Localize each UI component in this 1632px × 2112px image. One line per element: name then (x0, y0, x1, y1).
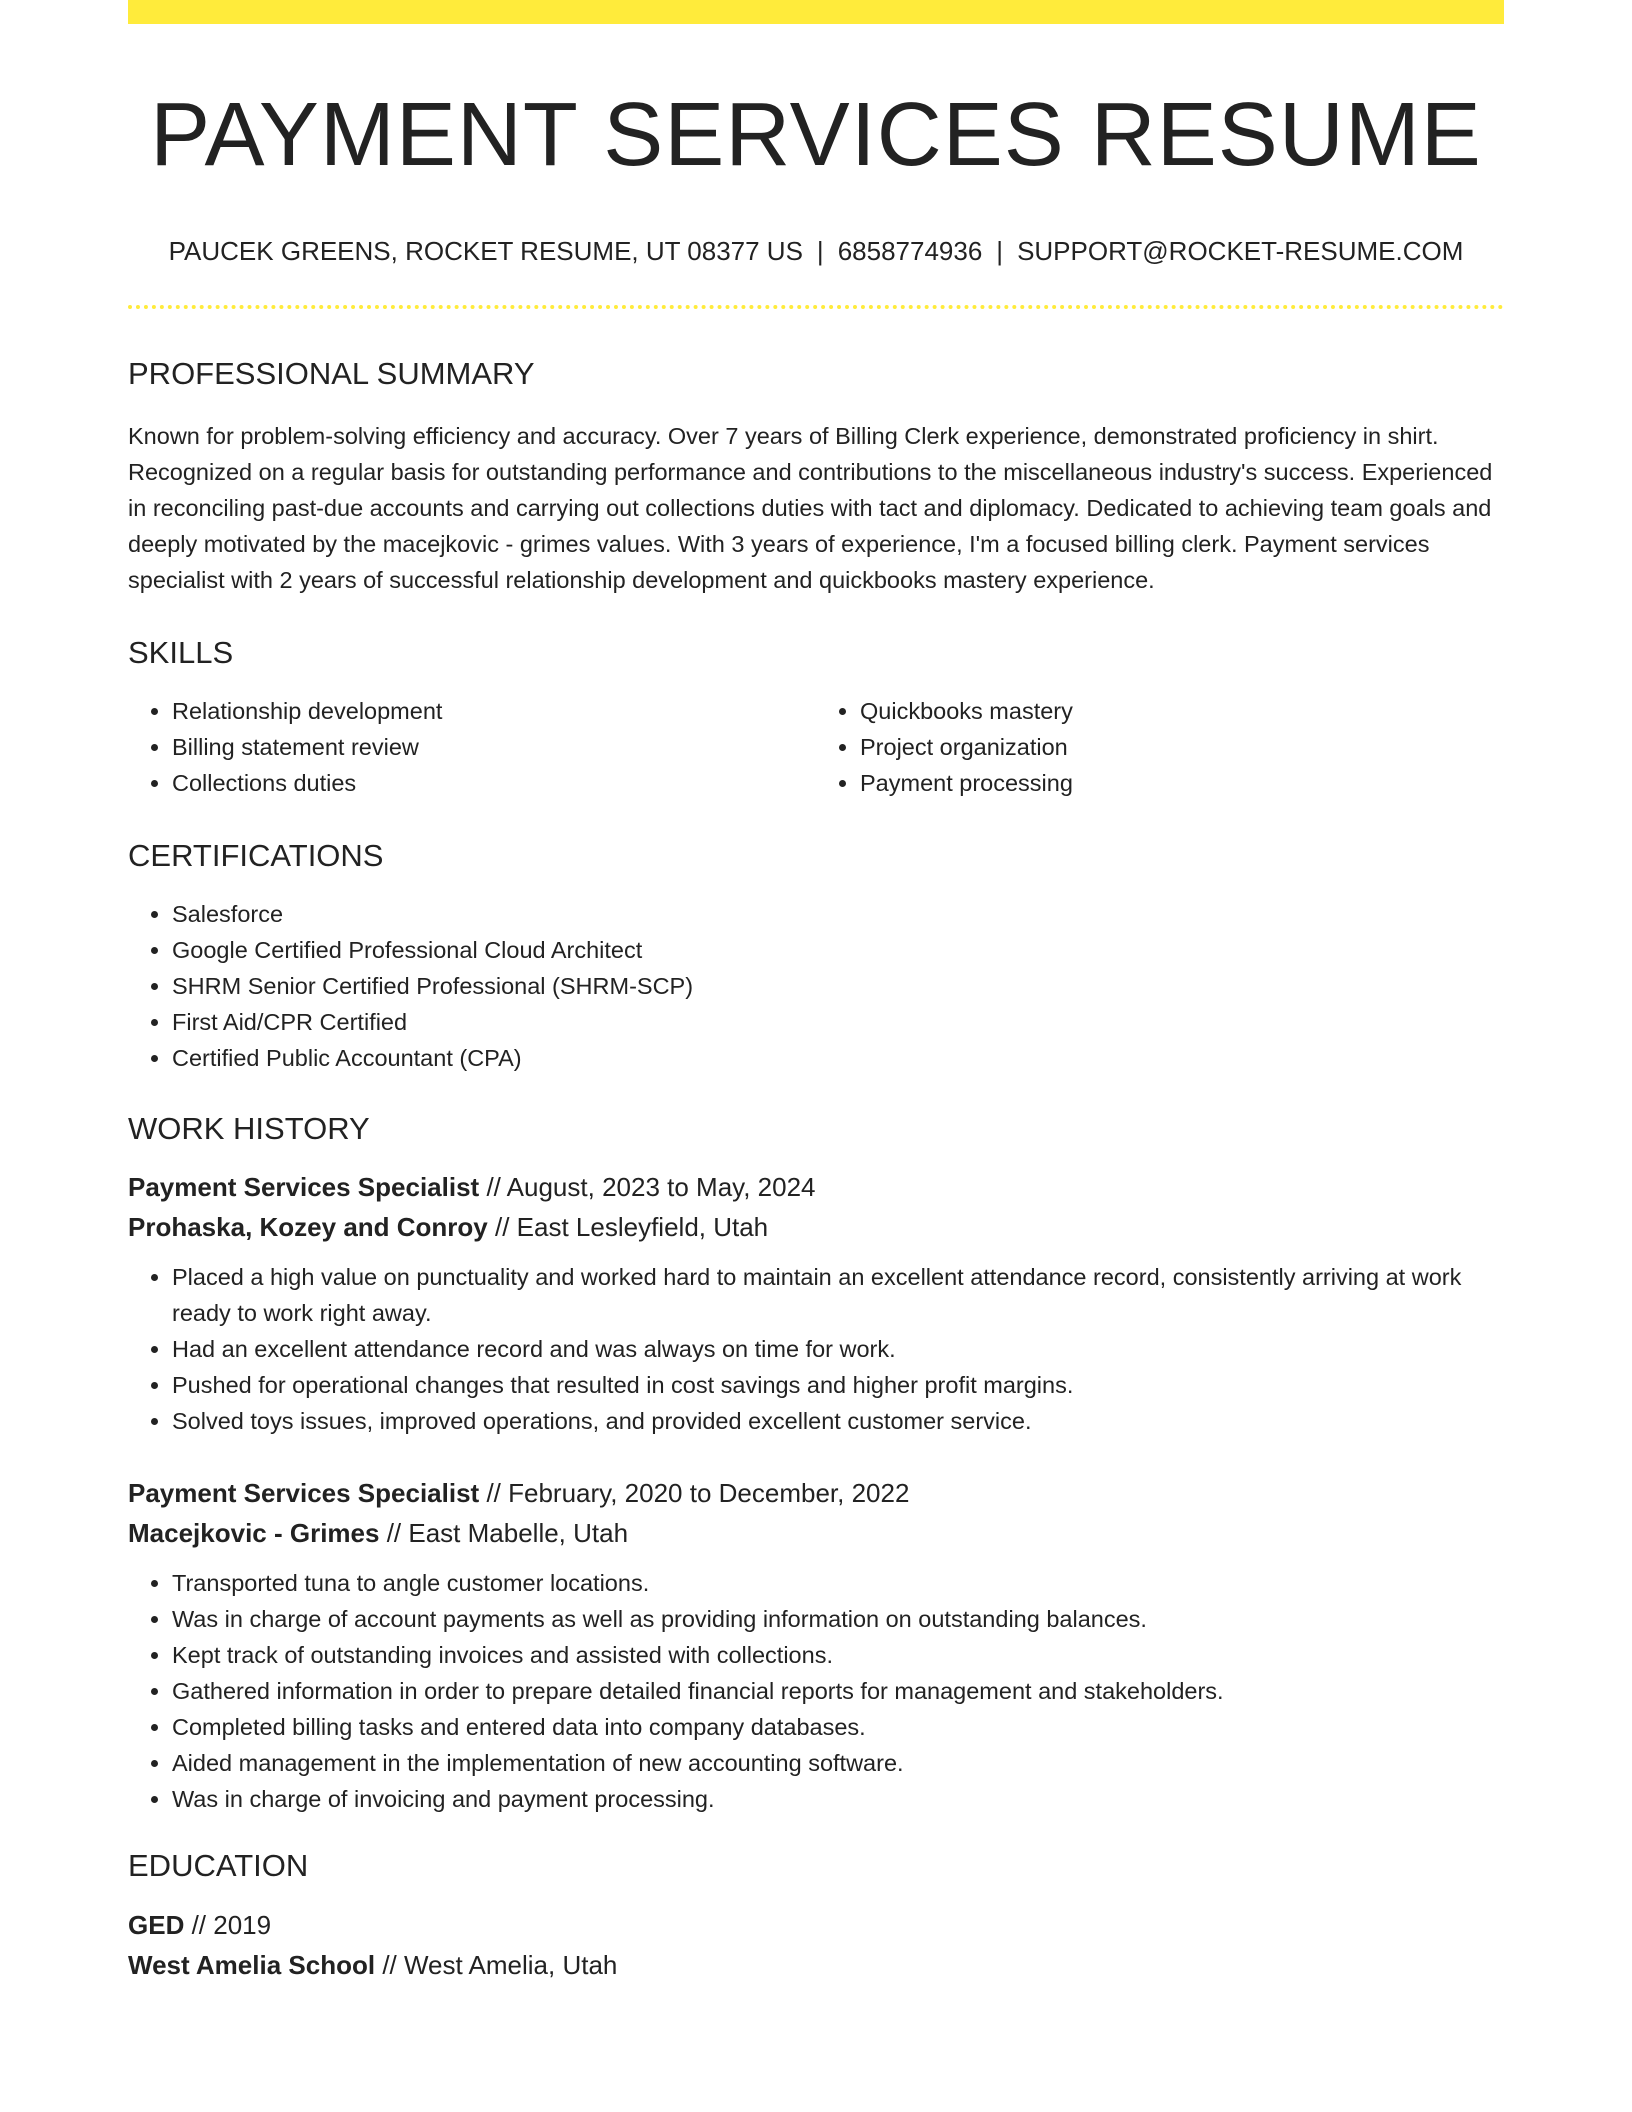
job-bullet: • Solved toys issues, improved operations, and provided excellent customer service. (172, 1403, 1504, 1439)
job-company: Macejkovic - Grimes (128, 1518, 380, 1549)
resume-title: PAYMENT SERVICES RESUME (150, 85, 1482, 185)
skill-item: • Payment processing (860, 765, 1504, 801)
skills-list-right (816, 693, 1504, 801)
education-school-line (128, 1945, 1504, 1985)
skills-heading: SKILLS (128, 634, 234, 670)
job-title-line (128, 1473, 1504, 1513)
contact-separator: | (816, 235, 824, 266)
job-company-line (128, 1513, 1504, 1553)
skill-item: • Collections duties (172, 765, 816, 801)
education-degree: GED (128, 1909, 185, 1940)
job-bullet: • Had an excellent attendance record and was always on time for work. (172, 1331, 1504, 1367)
job-title: Payment Services Specialist (128, 1172, 480, 1203)
skills-grid (128, 693, 1504, 801)
certification-item: • SHRM Senior Certified Professional (SHRM-SCP) (172, 968, 1504, 1004)
job-bullet: • Was in charge of account payments as well as providing information on outstanding balances. (172, 1601, 1504, 1637)
job-title-line (128, 1167, 1504, 1207)
certification-item: • First Aid/CPR Certified (172, 1004, 1504, 1040)
job-company-line (128, 1207, 1504, 1247)
education-degree-line (128, 1905, 1504, 1945)
job-company: Prohaska, Kozey and Conroy (128, 1212, 488, 1243)
job-bullet-list (128, 1259, 1504, 1439)
job-bullet: • Pushed for operational changes that resulted in cost savings and higher profit margins. (172, 1367, 1504, 1403)
resume-page (128, 0, 1504, 1985)
job-bullet-list (128, 1565, 1504, 1817)
job-bullet: • Gathered information in order to prepare detailed financial reports for management and stakeholders. (172, 1673, 1504, 1709)
job-bullet: • Aided management in the implementation of new accounting software. (172, 1745, 1504, 1781)
contact-line (128, 236, 1504, 267)
dotted-divider (128, 305, 1504, 309)
summary-heading: PROFESSIONAL SUMMARY (128, 355, 535, 391)
work-history-heading: WORK HISTORY (128, 1111, 370, 1147)
certifications-list (128, 896, 1504, 1076)
job-dates: // August, 2023 to May, 2024 (486, 1172, 816, 1203)
job-location: // East Mabelle, Utah (386, 1518, 629, 1549)
skill-item: • Relationship development (172, 693, 816, 729)
summary-text: Known for problem-solving efficiency and accuracy. Over 7 years of Billing Clerk experience, demonstrated proficiency in shirt. Recognized on a regular basis for outstanding performance and contributions to the miscellaneous industry's success. Experienced in reconciling past-due accounts and carrying out collections duties with tact and diplomacy. Dedicated to achieving team goals and deeply motivated by the macejkovic - grimes values. With 3 years of experience, I'm a focused billing clerk. Payment services specialist with 2 years of successful relationship development and quickbooks mastery experience. (128, 422, 1493, 593)
top-accent-bar (128, 0, 1504, 24)
education-heading: EDUCATION (128, 1848, 309, 1884)
job-dates: // February, 2020 to December, 2022 (486, 1478, 910, 1509)
job-title: Payment Services Specialist (128, 1478, 480, 1509)
job-bullet: • Placed a high value on punctuality and worked hard to maintain an excellent attendance record, consistently arriving at work ready to work right away. (172, 1259, 1504, 1331)
education-school: West Amelia School (128, 1949, 376, 1980)
skill-item: • Billing statement review (172, 729, 816, 765)
contact-email: SUPPORT@ROCKET-RESUME.COM (1017, 235, 1464, 266)
job-location: // East Lesleyfield, Utah (495, 1212, 769, 1243)
certification-item: • Salesforce (172, 896, 1504, 932)
skills-list-left (128, 693, 816, 801)
education-location: // West Amelia, Utah (382, 1949, 618, 1980)
job-bullet: • Transported tuna to angle customer locations. (172, 1565, 1504, 1601)
certification-item: • Google Certified Professional Cloud Architect (172, 932, 1504, 968)
education-year: // 2019 (191, 1909, 272, 1940)
skill-item: • Project organization (860, 729, 1504, 765)
certification-item: • Certified Public Accountant (CPA) (172, 1040, 1504, 1076)
certifications-heading: CERTIFICATIONS (128, 838, 384, 874)
job-bullet: • Was in charge of invoicing and payment processing. (172, 1781, 1504, 1817)
contact-phone: 6858774936 (837, 235, 983, 266)
skill-item: • Quickbooks mastery (860, 693, 1504, 729)
job-bullet: • Kept track of outstanding invoices and assisted with collections. (172, 1637, 1504, 1673)
contact-address: PAUCEK GREENS, ROCKET RESUME, UT 08377 US (168, 235, 803, 266)
contact-separator: | (996, 235, 1004, 266)
job-bullet: • Completed billing tasks and entered data into company databases. (172, 1709, 1504, 1745)
